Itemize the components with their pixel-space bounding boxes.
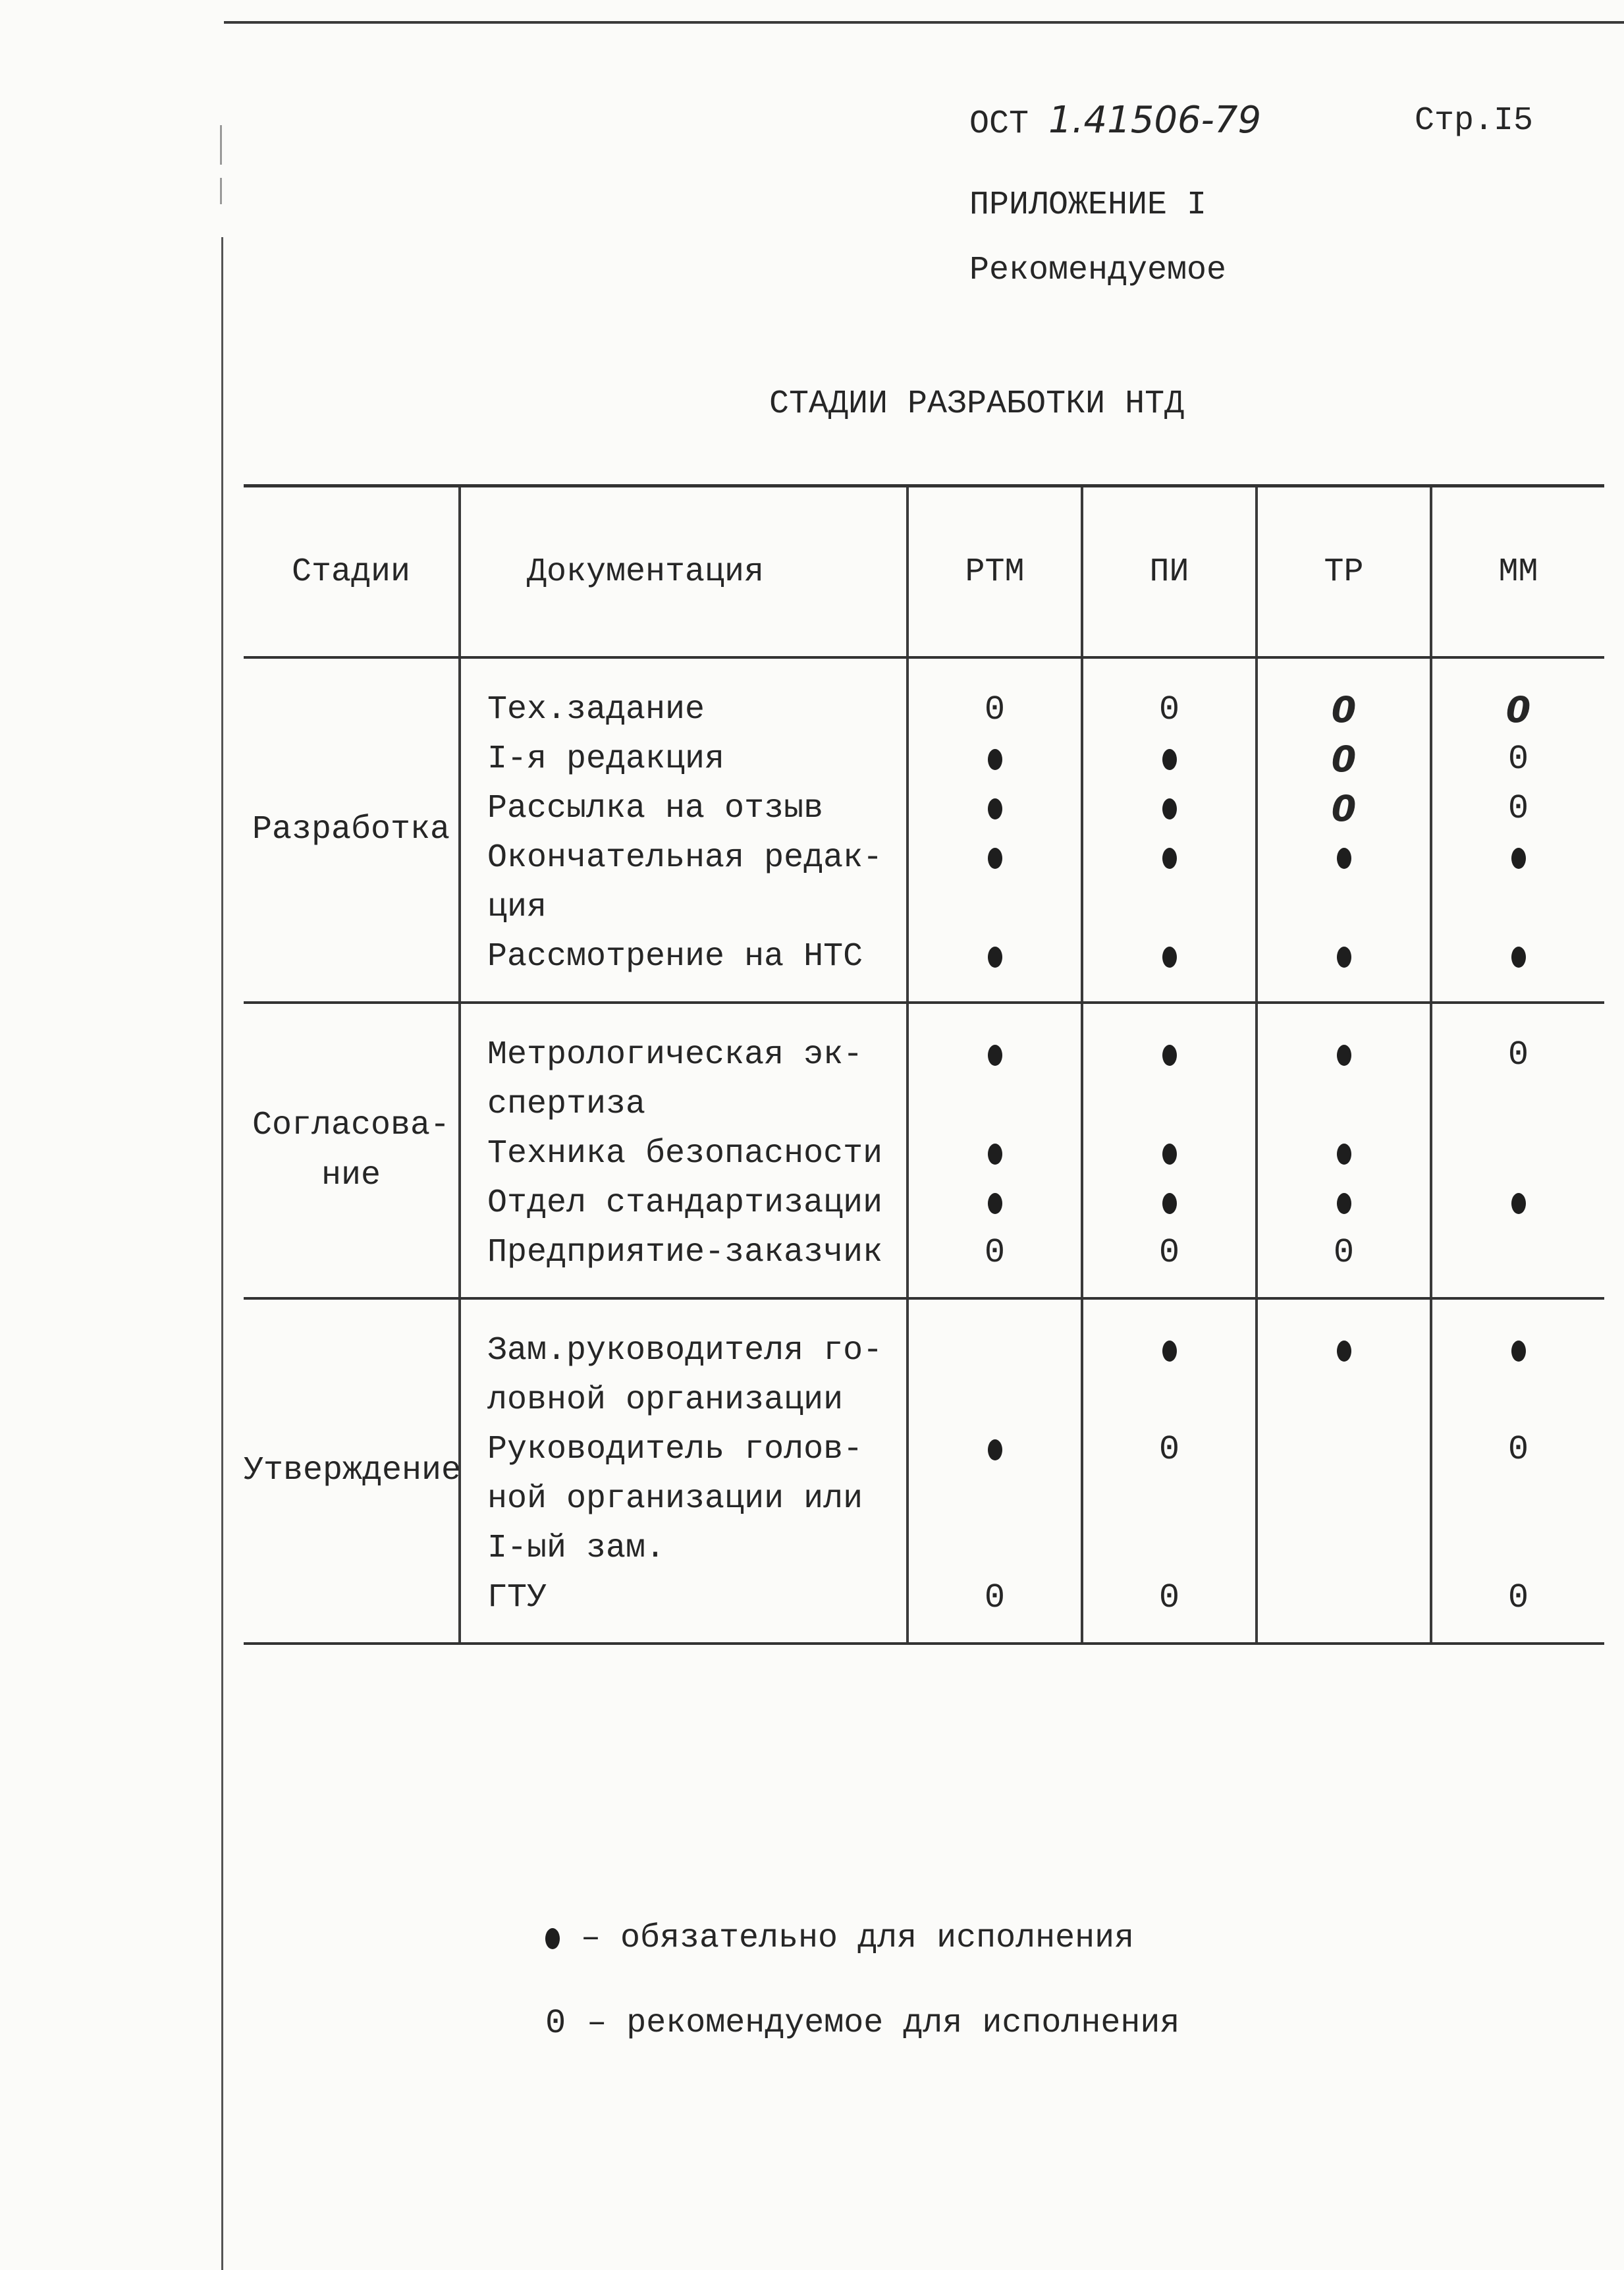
mandatory-dot-icon <box>988 1439 1002 1460</box>
stage-name: Разработка <box>244 657 460 1003</box>
recommended-mark: 0 <box>1507 1430 1529 1469</box>
binding-margin-line <box>221 237 223 2270</box>
recommended-mark: 0 <box>984 1233 1006 1272</box>
mark-cell-mm <box>1431 1298 1604 1644</box>
header-rtm: РТМ <box>907 486 1082 658</box>
mark-cell-mm <box>1431 657 1604 1003</box>
mark-slot <box>1432 734 1604 784</box>
mark-slot <box>1258 734 1430 784</box>
mark-slot <box>1083 1178 1255 1228</box>
mark-cell-tr <box>1257 1298 1431 1644</box>
mark-slot <box>1258 1030 1430 1080</box>
mark-slot <box>909 1178 1081 1228</box>
recommended-mark: 0 <box>984 1578 1006 1617</box>
margin-tick <box>220 125 222 165</box>
documentation-line: ной организации или <box>487 1480 863 1518</box>
mark-cell-rtm <box>907 1003 1082 1298</box>
mark-slot <box>1258 1228 1430 1277</box>
header-documentation: Документация <box>460 486 907 658</box>
recommended-mark: 0 <box>1158 690 1180 729</box>
mark-slot <box>1083 784 1255 833</box>
stage-name-line: Согласова- <box>252 1106 450 1144</box>
mark-slot <box>1258 1524 1430 1573</box>
mandatory-dot-icon <box>1162 1341 1177 1362</box>
mandatory-dot-icon <box>988 1045 1002 1066</box>
mandatory-dot-icon <box>1162 1045 1177 1066</box>
mandatory-dot-icon <box>1511 1341 1526 1362</box>
mark-slot <box>1258 883 1430 932</box>
mark-slot <box>1083 1129 1255 1178</box>
stage-name-line: ние <box>321 1156 381 1194</box>
legend-mandatory-text: – обязательно для исполнения <box>581 1920 1135 1957</box>
documentation-cell <box>460 657 907 1003</box>
mark-slot <box>1258 1573 1430 1622</box>
mark-slot <box>1083 1474 1255 1524</box>
mark-slot <box>909 685 1081 734</box>
documentation-cell <box>460 1003 907 1298</box>
mandatory-dot-icon <box>988 848 1002 869</box>
stages-table <box>244 484 1604 1645</box>
mark-slot <box>1083 932 1255 982</box>
mark-slot <box>909 1030 1081 1080</box>
recommended-mark: 0 <box>1158 1233 1180 1272</box>
mark-slot <box>1258 932 1430 982</box>
documentation-line: ция <box>487 889 547 926</box>
mandatory-dot-icon <box>1337 947 1351 968</box>
documentation-line: Предприятие-заказчик <box>487 1234 883 1271</box>
documentation-line: Рассылка на отзыв <box>487 790 824 827</box>
mark-slot <box>1432 1524 1604 1573</box>
mark-slot <box>909 883 1081 932</box>
standard-designation <box>969 99 1261 143</box>
mark-slot <box>1083 883 1255 932</box>
mandatory-dot-icon <box>1337 848 1351 869</box>
mandatory-dot-icon <box>545 1928 560 1949</box>
documentation-line: спертиза <box>487 1086 646 1123</box>
mark-slot <box>1432 1129 1604 1178</box>
mark-slot <box>1083 1425 1255 1474</box>
documentation-line: Рассмотрение на НТС <box>487 938 863 976</box>
mandatory-dot-icon <box>1337 1193 1351 1214</box>
mark-cell-pi <box>1082 657 1257 1003</box>
mark-cell-rtm <box>907 1298 1082 1644</box>
recommended-mark: 0 <box>1331 689 1357 731</box>
mark-slot <box>1432 883 1604 932</box>
documentation-line: Метрологическая эк- <box>487 1036 863 1074</box>
stage-group-row <box>244 657 1604 1003</box>
stage-name <box>244 1003 460 1298</box>
mandatory-dot-icon <box>1162 1144 1177 1165</box>
mark-slot <box>909 1573 1081 1622</box>
appendix-label: ПРИЛОЖЕНИЕ I <box>969 186 1207 224</box>
recommended-mark: 0 <box>1331 738 1357 780</box>
mark-slot <box>1258 1080 1430 1129</box>
mark-slot <box>1432 1375 1604 1425</box>
documentation-line: Тех.задание <box>487 691 705 729</box>
recommended-mark: 0 <box>1507 740 1529 779</box>
mark-cell-tr <box>1257 1003 1431 1298</box>
documentation-line: ГТУ <box>487 1579 547 1617</box>
mark-cell-pi <box>1082 1298 1257 1644</box>
mark-cell-mm <box>1431 1003 1604 1298</box>
header-tr: ТР <box>1257 486 1431 658</box>
header-pi: ПИ <box>1082 486 1257 658</box>
documentation-line: Руководитель голов- <box>487 1431 863 1468</box>
mark-slot <box>1258 1178 1430 1228</box>
mandatory-dot-icon <box>988 749 1002 770</box>
mark-slot <box>909 1474 1081 1524</box>
mark-slot <box>1432 1228 1604 1277</box>
standard-prefix: ОСТ <box>969 105 1029 143</box>
mark-slot <box>909 734 1081 784</box>
recommended-mark: 0 <box>1505 689 1531 731</box>
mandatory-dot-icon <box>988 1193 1002 1214</box>
mark-cell-tr <box>1257 657 1431 1003</box>
mandatory-dot-icon <box>1162 848 1177 869</box>
mandatory-dot-icon <box>1162 1193 1177 1214</box>
mark-slot <box>1083 1080 1255 1129</box>
documentation-line: I-ый зам. <box>487 1530 666 1567</box>
mark-slot <box>1432 1573 1604 1622</box>
stage-group-row <box>244 1003 1604 1298</box>
mark-slot <box>909 1080 1081 1129</box>
mandatory-dot-icon <box>988 1144 1002 1165</box>
top-rule <box>224 21 1624 24</box>
mark-slot <box>909 1326 1081 1375</box>
header-stage: Стадии <box>244 486 460 658</box>
mark-slot <box>1432 1326 1604 1375</box>
page-number: Стр.I5 <box>1415 102 1534 140</box>
mark-slot <box>909 1524 1081 1573</box>
mark-slot <box>1083 1573 1255 1622</box>
recommended-mark: 0 <box>1507 789 1529 828</box>
mark-slot <box>1083 1375 1255 1425</box>
documentation-cell <box>460 1298 907 1644</box>
recommended-mark: 0 <box>1331 788 1357 829</box>
documentation-line: Зам.руководителя го- <box>487 1332 883 1370</box>
mandatory-dot-icon <box>1337 1045 1351 1066</box>
mark-slot <box>1432 1474 1604 1524</box>
mark-slot <box>1083 1228 1255 1277</box>
mark-slot <box>909 932 1081 982</box>
mark-slot <box>1432 1178 1604 1228</box>
mark-slot <box>909 1228 1081 1277</box>
mark-cell-rtm <box>907 657 1082 1003</box>
mandatory-dot-icon <box>1337 1144 1351 1165</box>
mark-slot <box>1432 784 1604 833</box>
mark-slot <box>1432 685 1604 734</box>
mark-cell-pi <box>1082 1003 1257 1298</box>
mandatory-dot-icon <box>1162 947 1177 968</box>
recommended-mark: 0 <box>1158 1430 1180 1469</box>
documentation-line: Техника безопасности <box>487 1135 883 1173</box>
mark-slot <box>909 784 1081 833</box>
mandatory-dot-icon <box>1511 848 1526 869</box>
mandatory-dot-icon <box>1511 1193 1526 1214</box>
mark-slot <box>1432 932 1604 982</box>
recommended-mark: 0 <box>1507 1036 1529 1074</box>
mark-slot <box>1083 685 1255 734</box>
mandatory-dot-icon <box>1162 749 1177 770</box>
page-title: СТАДИИ РАЗРАБОТКИ НТД <box>769 385 1185 423</box>
documentation-line: Окончательная редак- <box>487 839 883 877</box>
recommended-mark: 0 <box>984 690 1006 729</box>
mark-slot <box>909 1375 1081 1425</box>
recommended-symbol: 0 <box>545 2004 566 2043</box>
table-header-row <box>244 486 1604 658</box>
documentation-line: I-я редакция <box>487 740 725 778</box>
mark-slot <box>1258 1425 1430 1474</box>
mandatory-dot-icon <box>1511 947 1526 968</box>
mark-slot <box>1258 1375 1430 1425</box>
mark-slot <box>909 833 1081 883</box>
mark-slot <box>1083 1524 1255 1573</box>
documentation-line: Отдел стандартизации <box>487 1184 883 1222</box>
margin-tick <box>220 178 222 204</box>
mark-slot <box>1258 1129 1430 1178</box>
stage-name: Утверждение <box>244 1298 460 1644</box>
mandatory-dot-icon <box>1162 798 1177 819</box>
mark-slot <box>1083 734 1255 784</box>
recommended-mark: 0 <box>1333 1233 1355 1272</box>
mandatory-dot-icon <box>1337 1341 1351 1362</box>
recommended-mark: 0 <box>1158 1578 1180 1617</box>
legend-recommended-text: – рекомендуемое для исполнения <box>587 2005 1180 2042</box>
mark-slot <box>1432 1080 1604 1129</box>
stage-group-row <box>244 1298 1604 1644</box>
mark-slot <box>1258 1474 1430 1524</box>
documentation-line: ловной организации <box>487 1381 844 1419</box>
appendix-status: Рекомендуемое <box>969 252 1227 289</box>
mark-slot <box>1258 685 1430 734</box>
mark-slot <box>909 1425 1081 1474</box>
recommended-mark: 0 <box>1507 1578 1529 1617</box>
mark-slot <box>1258 784 1430 833</box>
mark-slot <box>1083 833 1255 883</box>
mark-slot <box>1432 833 1604 883</box>
mark-slot <box>1258 1326 1430 1375</box>
standard-number-handwritten: 1.41506-79 <box>1048 99 1262 142</box>
mark-slot <box>1083 1326 1255 1375</box>
header-mm: ММ <box>1431 486 1604 658</box>
legend-mandatory <box>545 1920 1134 1957</box>
mandatory-dot-icon <box>988 947 1002 968</box>
mark-slot <box>1432 1425 1604 1474</box>
mark-slot <box>1083 1030 1255 1080</box>
legend-recommended <box>545 1999 1179 2048</box>
mandatory-dot-icon <box>988 798 1002 819</box>
mark-slot <box>1258 833 1430 883</box>
mark-slot <box>1432 1030 1604 1080</box>
mark-slot <box>909 1129 1081 1178</box>
